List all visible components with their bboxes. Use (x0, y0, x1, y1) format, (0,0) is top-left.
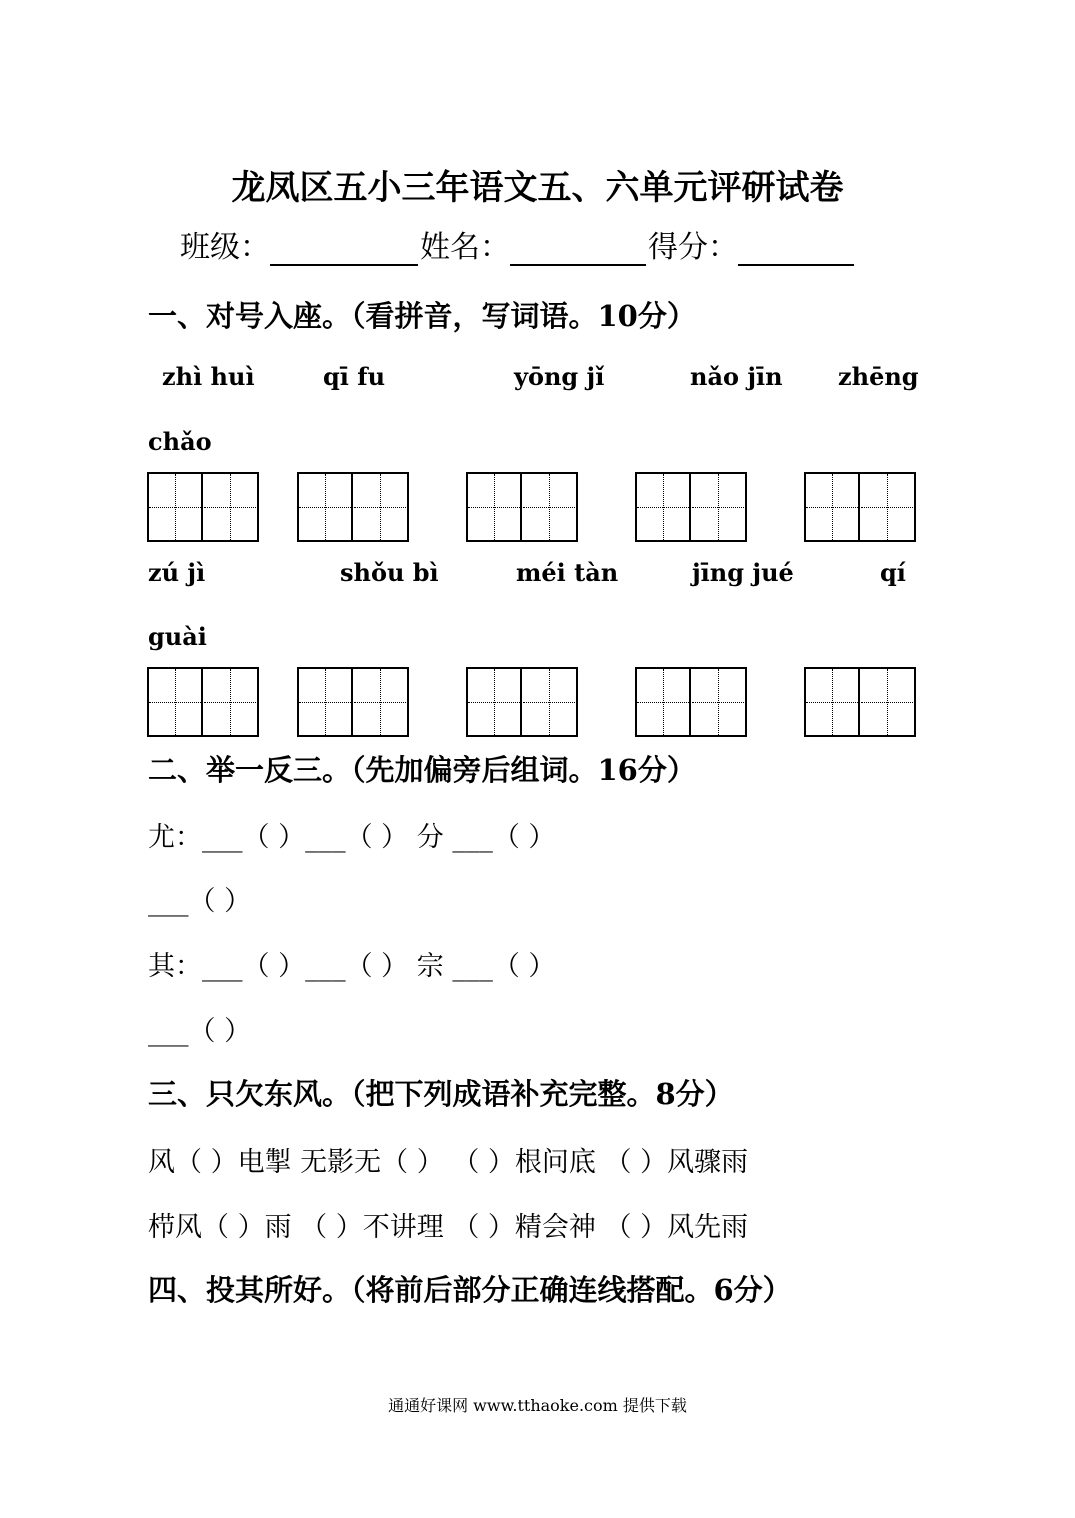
idiom-line[interactable]: 风（ ）电掣 无影无（ ） （ ）根问底 （ ）风骤雨 (148, 1147, 749, 1178)
radical-line[interactable]: ___（ ） (148, 1016, 252, 1047)
pinyin-item: zú jì (148, 558, 206, 587)
radical-line[interactable]: ___（ ） (148, 886, 252, 917)
pinyin-item: guài (148, 622, 207, 651)
score-label: 得分： (648, 230, 738, 265)
writing-grid[interactable] (297, 667, 409, 737)
pinyin-item: zhēng (838, 362, 919, 391)
student-info-row (180, 222, 856, 266)
writing-grid[interactable] (297, 472, 409, 542)
footer-credit: 通通好课网 www.tthaoke.com 提供下载 (388, 1396, 687, 1415)
radical-line[interactable]: 尤：___（ ）___（ ） 分 ___（ ） (148, 822, 556, 853)
writing-grid[interactable] (147, 472, 259, 542)
score-blank[interactable] (738, 232, 854, 266)
section4-heading: 四、投其所好。（将前后部分正确连线搭配。6分） (148, 1273, 792, 1307)
section3-heading: 三、只欠东风。（把下列成语补充完整。8分） (148, 1077, 734, 1111)
pinyin-item: qí (880, 558, 906, 587)
pinyin-item: nǎo jīn (690, 362, 783, 391)
pinyin-item: méi tàn (516, 558, 619, 587)
writing-grid[interactable] (804, 667, 916, 737)
idiom-line[interactable]: 栉风（ ）雨 （ ）不讲理 （ ）精会神 （ ）风先雨 (148, 1212, 749, 1243)
pinyin-item: qī fu (323, 362, 386, 391)
writing-grid[interactable] (466, 667, 578, 737)
page-title: 龙凤区五小三年语文五、六单元评研试卷 (231, 168, 844, 208)
pinyin-item: yōng jǐ (514, 362, 605, 391)
writing-grid[interactable] (635, 667, 747, 737)
section2-heading: 二、举一反三。（先加偏旁后组词。16分） (148, 753, 696, 787)
writing-grid[interactable] (804, 472, 916, 542)
pinyin-item: shǒu bì (340, 558, 439, 587)
writing-grid[interactable] (635, 472, 747, 542)
name-blank[interactable] (510, 232, 646, 266)
name-label: 姓名： (420, 230, 510, 265)
pinyin-item: zhì huì (162, 362, 255, 391)
class-label: 班级： (180, 230, 270, 265)
writing-grid[interactable] (147, 667, 259, 737)
class-blank[interactable] (270, 232, 418, 266)
radical-line[interactable]: 其：___（ ）___（ ） 宗 ___（ ） (148, 951, 556, 982)
pinyin-item: jīng jué (692, 558, 794, 587)
writing-grid[interactable] (466, 472, 578, 542)
section1-heading: 一、对号入座。（看拼音，写词语。10分） (148, 299, 696, 333)
pinyin-item: chǎo (148, 427, 212, 456)
